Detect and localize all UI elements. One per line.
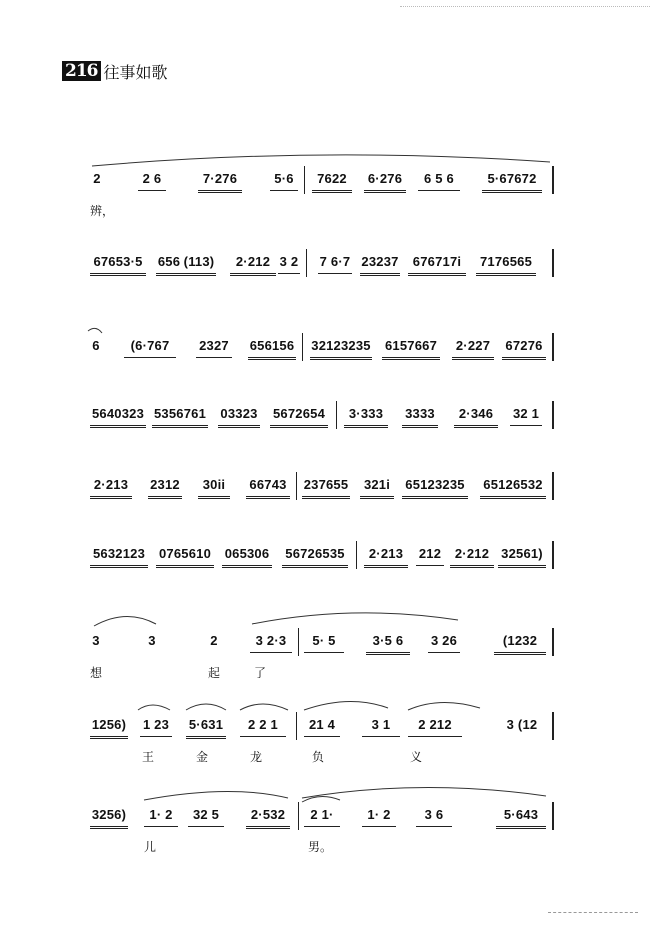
note-cell: 6 <box>92 338 100 353</box>
note-cell: 32 5 <box>188 804 224 827</box>
note-cell: 065306 <box>222 543 272 568</box>
lyric: 起 <box>208 666 221 680</box>
note-cell: 5356761 <box>152 403 208 428</box>
note-cell: 3333 <box>402 403 438 428</box>
note-cell: 6 5 6 <box>418 168 460 191</box>
note-cell: 656 <box>156 251 182 276</box>
note-cell: 1· 2 <box>144 804 178 827</box>
score-system-6 <box>90 543 556 593</box>
note-cell: 3 26 <box>428 630 460 653</box>
bar-line <box>304 166 305 194</box>
note-cell: 212 <box>416 543 444 566</box>
note-cell: 3 (12 <box>506 717 538 732</box>
note-cell: 7176565 <box>476 251 536 276</box>
note-cell: 67653·5 <box>90 251 146 276</box>
score-system-8 <box>90 714 556 764</box>
bar-line <box>298 802 299 830</box>
lyric: 王 <box>142 750 155 764</box>
lyric: 负 <box>312 750 325 764</box>
note-cell: 1· 2 <box>362 804 396 827</box>
bar-line <box>552 541 554 569</box>
page-number: 216 <box>62 61 101 81</box>
score-system-4 <box>90 403 556 453</box>
score-system-2 <box>90 251 556 301</box>
note-cell: 2·212 <box>450 543 494 568</box>
note-cell: 5672654 <box>270 403 328 428</box>
note-cell: 1 23 <box>140 714 172 737</box>
score-system-5 <box>90 474 556 524</box>
note-cell: 67276 <box>502 335 546 360</box>
note-cell: 6·276 <box>364 168 406 193</box>
note-cell: 0765610 <box>156 543 214 568</box>
note-cell: 5640323 <box>90 403 146 428</box>
note-cell: 7622 <box>312 168 352 193</box>
lyric: 想 <box>90 666 103 680</box>
note-cell: 2 2 1 <box>240 714 286 737</box>
note-cell: 03323 <box>218 403 260 428</box>
note-cell: 23237 <box>360 251 400 276</box>
note-cell: 32123235 <box>310 335 372 360</box>
note-cell: (113) <box>182 251 216 276</box>
note-cell: (6·767 <box>124 335 176 358</box>
note-cell: 3 2·3 <box>250 630 292 653</box>
score-system-7 <box>90 630 556 680</box>
note-cell: 2·213 <box>90 474 132 499</box>
lyric: 辨， <box>90 204 115 218</box>
bar-line <box>552 712 554 740</box>
bar-line <box>552 333 554 361</box>
note-cell: (1232 <box>494 630 546 655</box>
note-cell: 32561) <box>498 543 546 568</box>
bar-line <box>302 333 303 361</box>
note-cell: 3·333 <box>344 403 388 428</box>
bar-line <box>552 628 554 656</box>
note-cell: 7 6·7 <box>318 251 352 274</box>
bar-line <box>552 401 554 429</box>
note-cell: 6157667 <box>382 335 440 360</box>
bar-line <box>552 166 554 194</box>
note-cell: 5632123 <box>90 543 148 568</box>
bar-line <box>296 472 297 500</box>
note-cell: 2 6 <box>138 168 166 191</box>
note-cell: 30ii <box>198 474 230 499</box>
bar-line <box>336 401 337 429</box>
book-title: 往事如歌 <box>103 62 168 82</box>
bar-line <box>552 802 554 830</box>
note-cell: 2·532 <box>246 804 290 829</box>
bar-line <box>552 249 554 277</box>
bar-line <box>296 712 297 740</box>
note-cell: 1256) <box>90 714 128 739</box>
lyric: 义 <box>410 750 423 764</box>
note-cell: 5· 5 <box>304 630 344 653</box>
note-cell: 2327 <box>196 335 232 358</box>
note-cell: 56726535 <box>282 543 348 568</box>
lyric: 了 <box>254 666 267 680</box>
note-cell: 65123235 <box>402 474 468 499</box>
note-cell: 66743 <box>246 474 290 499</box>
lyric: 男。 <box>308 840 333 854</box>
note-cell: 3 1 <box>362 714 400 737</box>
page-header <box>62 60 168 82</box>
note-cell: 2·213 <box>364 543 408 568</box>
note-cell: 5·643 <box>496 804 546 829</box>
note-cell: 2·212 <box>230 251 276 276</box>
note-cell: 2 <box>210 633 218 648</box>
note-cell: 32 1 <box>510 403 542 426</box>
note-cell: 3 6 <box>416 804 452 827</box>
note-cell: 3 2 <box>278 251 300 274</box>
score-system-1 <box>90 168 556 218</box>
note-cell: 3 <box>148 633 156 648</box>
note-cell: 2 <box>93 171 101 186</box>
score-system-9 <box>90 804 556 854</box>
note-cell: 2·346 <box>454 403 498 428</box>
note-cell: 321i <box>360 474 394 499</box>
note-cell: 21 4 <box>304 714 340 737</box>
note-cell: 3 <box>92 633 100 648</box>
note-cell: 237655 <box>302 474 350 499</box>
top-scan-strip <box>400 0 650 7</box>
note-cell: 676717i <box>408 251 466 276</box>
bar-line <box>356 541 357 569</box>
bar-line <box>298 628 299 656</box>
note-cell: 3·5 6 <box>366 630 410 655</box>
note-cell: 2312 <box>148 474 182 499</box>
note-cell: 2 1· <box>304 804 340 827</box>
bar-line <box>552 472 554 500</box>
note-cell: 2 212 <box>408 714 462 737</box>
bar-line <box>306 249 307 277</box>
score-system-3 <box>90 335 556 385</box>
note-cell: 65126532 <box>480 474 546 499</box>
footer-scan-strip <box>548 910 638 913</box>
note-cell: 5·631 <box>186 714 226 739</box>
note-cell: 5·6 <box>270 168 298 191</box>
note-cell: 7·276 <box>198 168 242 193</box>
note-cell: 656156 <box>248 335 296 360</box>
note-cell: 5·67672 <box>482 168 542 193</box>
note-cell: 3256) <box>90 804 128 829</box>
lyric: 金 <box>196 750 209 764</box>
lyric: 儿 <box>144 840 157 854</box>
note-cell: 2·227 <box>452 335 494 360</box>
lyric: 龙 <box>250 750 263 764</box>
